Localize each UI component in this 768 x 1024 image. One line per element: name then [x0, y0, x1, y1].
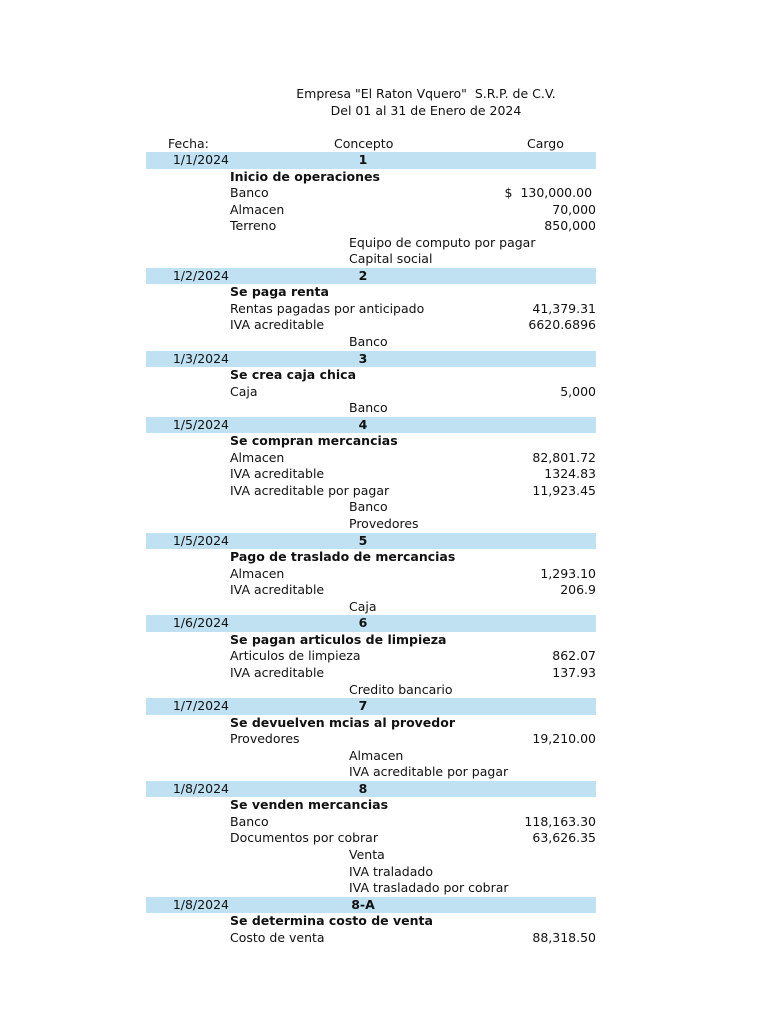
entry-title-row	[0, 797, 768, 814]
journal-line	[0, 499, 768, 516]
journal-line	[0, 317, 768, 334]
entry-header-row	[146, 152, 596, 169]
journal-ledger	[0, 152, 768, 946]
entry-header-row	[146, 615, 596, 632]
debit-account: Rentas pagadas por anticipado	[230, 300, 425, 316]
journal-line	[0, 864, 768, 881]
entry-title-row	[0, 169, 768, 186]
entry-title: Se devuelven mcias al provedor	[230, 714, 455, 730]
credit-account: IVA acreditable por pagar	[349, 764, 509, 780]
entry-title-row	[0, 284, 768, 301]
charge-amount: 850,000	[544, 218, 596, 234]
debit-account: Banco	[230, 813, 269, 829]
journal-line	[0, 218, 768, 235]
credit-account: IVA traladado	[349, 863, 433, 879]
journal-line	[0, 466, 768, 483]
entry-date: 1/8/2024	[172, 896, 229, 912]
entry-title: Se paga renta	[230, 284, 329, 300]
debit-account: Banco	[230, 185, 269, 201]
entry-date: 1/2/2024	[172, 267, 229, 283]
credit-account: Banco	[349, 334, 388, 350]
debit-account: Almacen	[230, 449, 285, 465]
entry-header-row	[146, 781, 596, 798]
debit-account: IVA acreditable	[230, 317, 325, 333]
charge-amount: 19,210.00	[532, 731, 596, 747]
journal-line	[0, 930, 768, 947]
journal-line	[0, 566, 768, 583]
journal-line	[0, 748, 768, 765]
journal-line	[0, 682, 768, 699]
entry-number: 3	[358, 350, 368, 366]
charge-amount: 1324.83	[544, 466, 596, 482]
debit-account: Almacen	[230, 201, 285, 217]
charge-amount: 63,626.35	[532, 830, 596, 846]
entry-header-row	[146, 268, 596, 285]
journal-line	[0, 235, 768, 252]
journal-line	[0, 483, 768, 500]
period-subtitle: Del 01 al 31 de Enero de 2024	[330, 103, 522, 118]
charge-amount: $ 130,000.00	[504, 185, 596, 201]
journal-line	[0, 880, 768, 897]
company-title: Empresa "El Raton Vquero" S.R.P. de C.V.	[296, 86, 556, 101]
debit-account: Documentos por cobrar	[230, 830, 378, 846]
charge-amount: 11,923.45	[532, 482, 596, 498]
credit-account: Almacen	[349, 747, 404, 763]
credit-account: Capital social	[349, 251, 433, 267]
column-header-charge: Cargo	[527, 136, 564, 151]
credit-account: Banco	[349, 499, 388, 515]
entry-title: Se venden mercancias	[230, 797, 389, 813]
entry-number: 5	[358, 532, 368, 548]
entry-header-row	[146, 698, 596, 715]
entry-title-row	[0, 632, 768, 649]
debit-account: IVA acreditable por pagar	[230, 482, 390, 498]
journal-line	[0, 450, 768, 467]
entry-number: 8	[358, 780, 368, 796]
entry-title-row	[0, 549, 768, 566]
entry-title: Se pagan articulos de limpieza	[230, 631, 447, 647]
journal-line	[0, 731, 768, 748]
column-header-date: Fecha:	[168, 136, 209, 151]
entry-title: Se determina costo de venta	[230, 913, 433, 929]
entry-date: 1/5/2024	[172, 416, 229, 432]
charge-amount: 862.07	[552, 648, 596, 664]
entry-title-row	[0, 367, 768, 384]
entry-title-row	[0, 715, 768, 732]
entry-title: Se compran mercancias	[230, 433, 398, 449]
entry-header-row	[146, 533, 596, 550]
entry-header-row	[146, 417, 596, 434]
entry-date: 1/6/2024	[172, 615, 229, 631]
charge-amount: 41,379.31	[532, 300, 596, 316]
journal-line	[0, 648, 768, 665]
entry-date: 1/5/2024	[172, 532, 229, 548]
charge-amount: 118,163.30	[524, 813, 596, 829]
debit-account: Almacen	[230, 565, 285, 581]
credit-account: Venta	[349, 846, 385, 862]
journal-line	[0, 301, 768, 318]
journal-line	[0, 202, 768, 219]
charge-amount: 137.93	[552, 664, 596, 680]
entry-number: 7	[358, 698, 368, 714]
entry-number: 4	[358, 416, 368, 432]
charge-amount: 88,318.50	[532, 929, 596, 945]
credit-account: IVA trasladado por cobrar	[349, 880, 509, 896]
entry-date: 1/8/2024	[172, 780, 229, 796]
debit-account: Terreno	[230, 218, 277, 234]
charge-amount: 1,293.10	[540, 565, 596, 581]
charge-amount: 5,000	[560, 383, 596, 399]
journal-line	[0, 847, 768, 864]
entry-date: 1/3/2024	[172, 350, 229, 366]
journal-line	[0, 582, 768, 599]
journal-line	[0, 764, 768, 781]
journal-line	[0, 599, 768, 616]
credit-account: Caja	[349, 598, 377, 614]
credit-account: Credito bancario	[349, 681, 453, 697]
entry-title: Se crea caja chica	[230, 367, 357, 383]
charge-amount: 82,801.72	[532, 449, 596, 465]
charge-amount: 70,000	[552, 201, 596, 217]
debit-account: Articulos de limpieza	[230, 648, 361, 664]
column-header-concept: Concepto	[334, 136, 394, 151]
entry-date: 1/7/2024	[172, 698, 229, 714]
debit-account: Costo de venta	[230, 929, 325, 945]
journal-line	[0, 400, 768, 417]
entry-number: 6	[358, 615, 368, 631]
entry-title: Pago de traslado de mercancias	[230, 549, 456, 565]
journal-line	[0, 665, 768, 682]
debit-account: IVA acreditable	[230, 664, 325, 680]
debit-account: IVA acreditable	[230, 582, 325, 598]
debit-account: Caja	[230, 383, 258, 399]
journal-line	[0, 334, 768, 351]
entry-number: 2	[358, 267, 368, 283]
entry-number: 1	[358, 152, 368, 167]
journal-line	[0, 516, 768, 533]
journal-line	[0, 185, 768, 202]
entry-title-row	[0, 913, 768, 930]
debit-account: IVA acreditable	[230, 466, 325, 482]
credit-account: Provedores	[349, 516, 419, 532]
journal-line	[0, 830, 768, 847]
charge-amount: 206.9	[560, 582, 596, 598]
charge-amount: 6620.6896	[528, 317, 596, 333]
entry-header-row	[146, 351, 596, 368]
journal-line	[0, 384, 768, 401]
journal-line	[0, 814, 768, 831]
debit-account: Provedores	[230, 731, 300, 747]
entry-date: 1/1/2024	[172, 152, 229, 167]
journal-line	[0, 251, 768, 268]
entry-title-row	[0, 433, 768, 450]
entry-number: 8-A	[351, 896, 375, 912]
entry-header-row	[146, 897, 596, 914]
entry-title: Inicio de operaciones	[230, 168, 380, 184]
credit-account: Banco	[349, 400, 388, 416]
credit-account: Equipo de computo por pagar	[349, 234, 536, 250]
